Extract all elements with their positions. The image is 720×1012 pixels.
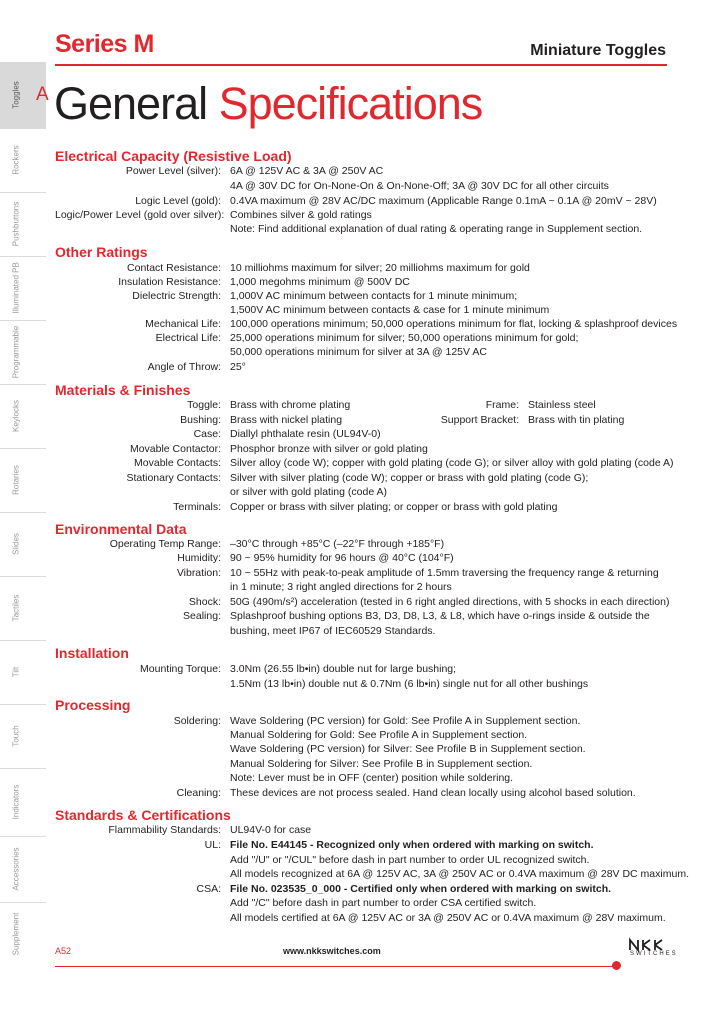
heading-processing: Processing [55, 697, 131, 713]
tab-keylocks[interactable]: Keylocks [0, 384, 46, 449]
label-sealing: Sealing: [183, 610, 221, 622]
value-temp: –30°C through +85°C (–22°F through +185°F) [230, 538, 445, 550]
value-elec-life-2: 50,000 operations minimum for silver at 3A @ 125V AC [230, 346, 487, 358]
value-support-bracket: Brass with tin plating [528, 414, 625, 426]
side-tab-strip [0, 62, 46, 962]
heading-electrical: Electrical Capacity (Resistive Load) [55, 148, 292, 164]
value-stationary-contacts-2: or silver with gold plating (code A) [230, 486, 387, 498]
value-contact-resistance: 10 milliohms maximum for silver; 20 milliohms maximum for gold [230, 262, 530, 274]
value-mounting-torque-1: 3.0Nm (26.55 lb•in) double nut for large bushing; [230, 663, 457, 675]
value-sealing-2: bushing, meet IP67 of IEC60529 Standards. [230, 625, 436, 637]
footer-url[interactable]: www.nkkswitches.com [283, 946, 381, 956]
value-insulation: 1,000 megohms minimum @ 500V DC [230, 276, 410, 288]
value-stationary-contacts-1: Silver with silver plating (code W); copper or brass with gold plating (code G); [230, 472, 589, 484]
tab-accessories[interactable]: Accessories [0, 836, 46, 903]
tab-tilt[interactable]: Tilt [0, 640, 46, 705]
label-vibration: Vibration: [176, 567, 221, 579]
value-elec-life-1: 25,000 operations minimum for silver; 50,000 operations minimum for gold; [230, 332, 579, 344]
label-temp: Operating Temp Range: [109, 538, 221, 550]
label-mech-life: Mechanical Life: [145, 318, 221, 330]
label-cleaning: Cleaning: [176, 787, 221, 799]
value-case: Diallyl phthalate resin (UL94V-0) [230, 428, 381, 440]
value-terminals: Copper or brass with silver plating; or copper or brass with gold plating [230, 501, 558, 513]
label-elec-life: Electrical Life: [155, 332, 221, 344]
value-power-1: 6A @ 125V AC & 3A @ 250V AC [230, 165, 384, 177]
value-csa-2: Add "/C" before dash in part number to order CSA certified switch. [230, 897, 537, 909]
label-movable-contactor: Movable Contactor: [129, 443, 221, 455]
heading-other: Other Ratings [55, 244, 148, 260]
value-angle: 25° [230, 361, 246, 373]
value-mech-life: 100,000 operations minimum; 50,000 operations minimum for flat, locking & splashproof devices [230, 318, 678, 330]
value-soldering-2: Manual Soldering for Gold: See Profile A in Supplement section. [230, 729, 528, 741]
value-frame: Stainless steel [528, 399, 596, 411]
header-rule [55, 64, 667, 66]
value-dielectric-2: 1,500V AC minimum between contacts & case for 1 minute minimum [230, 304, 550, 316]
label-flammability: Flammability Standards: [108, 824, 221, 836]
value-power-2: 4A @ 30V DC for On-None-On & On-None-Off; 3A @ 30V DC for all other circuits [230, 180, 609, 192]
value-soldering-4: Manual Soldering for Silver: See Profile B in Supplement section. [230, 758, 533, 770]
value-soldering-3: Wave Soldering (PC version) for Silver: See Profile B in Supplement section. [230, 743, 586, 755]
page-number: A52 [55, 946, 72, 956]
value-cleaning: These devices are not process sealed. Hand clean locally using alcohol based solution. [230, 787, 636, 799]
label-contact-resistance: Contact Resistance: [127, 262, 221, 274]
value-soldering-1: Wave Soldering (PC version) for Gold: See Profile A in Supplement section. [230, 715, 581, 727]
value-movable-contactor: Phosphor bronze with silver or gold plating [230, 443, 428, 455]
tab-indicators[interactable]: Indicators [0, 768, 46, 837]
heading-installation: Installation [55, 645, 129, 661]
section-letter: A [36, 84, 49, 105]
logo-subtitle: SWITCHES [630, 951, 678, 957]
label-stationary-contacts: Stationary Contacts: [126, 472, 221, 484]
value-logic-power: Combines silver & gold ratings [230, 209, 372, 221]
label-terminals: Terminals: [173, 501, 221, 513]
tab-toggles[interactable]: Toggles [0, 62, 46, 129]
value-ul-2: Add "/U" or "/CUL" before dash in part number to order UL recognized switch. [230, 854, 590, 866]
heading-standards: Standards & Certifications [55, 807, 231, 823]
label-power: Power Level (silver): [125, 165, 221, 177]
tab-supplement[interactable]: Supplement [11, 912, 21, 956]
heading-materials: Materials & Finishes [55, 382, 191, 398]
label-humidity: Humidity: [177, 552, 221, 564]
value-dielectric-1: 1,000V AC minimum between contacts for 1 minute minimum; [230, 290, 518, 302]
value-toggle: Brass with chrome plating [230, 399, 351, 411]
value-bushing: Brass with nickel plating [230, 414, 343, 426]
value-vibration-2: in 1 minute; 3 right angled directions for 2 hours [230, 581, 452, 593]
label-logic-power: Logic/Power Level (gold over silver): [55, 209, 225, 221]
value-logic: 0.4VA maximum @ 28V AC/DC maximum (Applicable Range 0.1mA ~ 0.1A @ 20mV ~ 28V) [230, 195, 657, 207]
footer-rule [55, 966, 615, 967]
label-dielectric: Dielectric Strength: [132, 290, 221, 302]
value-shock: 50G (490m/s²) acceleration (tested in 6 right angled directions, with 5 shocks in each direction) [230, 596, 670, 608]
tab-touch[interactable]: Touch [0, 704, 46, 769]
tab-rockers[interactable]: Rockers [0, 128, 46, 193]
label-angle: Angle of Throw: [147, 361, 221, 373]
value-ul-1: File No. E44145 - Recognized only when ordered with marking on switch. [230, 839, 594, 851]
electrical-note: Note: Find additional explanation of dual rating & operating range in Supplement section. [230, 223, 643, 235]
label-soldering: Soldering: [173, 715, 221, 727]
value-csa-1: File No. 023535_0_000 - Certified only when ordered with marking on switch. [230, 883, 612, 895]
footer-dot-icon [612, 961, 621, 970]
label-csa: CSA: [196, 883, 221, 895]
label-toggle: Toggle: [187, 399, 221, 411]
label-support-bracket: Support Bracket: [440, 414, 519, 426]
product-title: Miniature Toggles [530, 42, 666, 59]
page-title: General Specifications [54, 78, 483, 129]
tab-slides[interactable]: Slides [0, 512, 46, 577]
value-csa-3: All models certified at 6A @ 125V AC or 3A @ 250V AC or 0.4VA maximum @ 28V maximum. [230, 912, 666, 924]
label-shock: Shock: [188, 596, 221, 608]
soldering-note: Note: Lever must be in OFF (center) position while soldering. [230, 772, 514, 784]
label-frame: Frame: [485, 399, 519, 411]
tab-illuminated-pb[interactable]: Illuminated PB [0, 256, 46, 321]
tab-pushbuttons[interactable]: Pushbuttons [0, 192, 46, 257]
tab-rotaries[interactable]: Rotaries [0, 448, 46, 513]
label-movable-contacts: Movable Contacts: [134, 457, 221, 469]
label-case: Case: [193, 428, 221, 440]
label-ul: UL: [204, 839, 221, 851]
label-mounting-torque: Mounting Torque: [140, 663, 221, 675]
heading-environmental: Environmental Data [55, 521, 187, 537]
value-ul-3: All models recognized at 6A @ 125V AC, 3A @ 250V AC or 0.4VA maximum @ 28V DC maximum. [230, 868, 689, 880]
tab-programmable[interactable]: Programmable [0, 320, 46, 385]
value-sealing-1: Splashproof bushing options B3, D3, D8, L3, & L8, which have o-rings inside & outside the [230, 610, 650, 622]
value-movable-contacts: Silver alloy (code W); copper with gold plating (code G); or silver alloy with gold plating (code A) [230, 457, 674, 469]
tab-tactiles[interactable]: Tactiles [0, 576, 46, 641]
value-flammability: UL94V-0 for case [230, 824, 312, 836]
series-title: Series M [55, 30, 154, 58]
value-vibration-1: 10 ~ 55Hz with peak-to-peak amplitude of 1.5mm traversing the frequency range & returning [230, 567, 659, 579]
label-logic: Logic Level (gold): [135, 195, 221, 207]
value-humidity: 90 ~ 95% humidity for 96 hours @ 40°C (104°F) [230, 552, 454, 564]
value-mounting-torque-2: 1.5Nm (13 lb•in) double nut & 0.7Nm (6 lb•in) single nut for all other bushings [230, 678, 589, 690]
label-insulation: Insulation Resistance: [118, 276, 221, 288]
label-bushing: Bushing: [180, 414, 221, 426]
